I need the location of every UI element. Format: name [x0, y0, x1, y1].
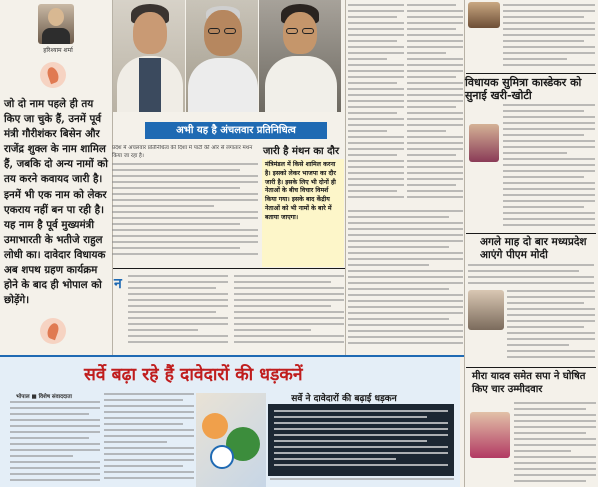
bottom-text-col-2 [104, 393, 194, 485]
photo-leader-1 [113, 0, 185, 112]
right-text-4 [507, 290, 595, 366]
right-text-5 [514, 402, 596, 486]
right-text-1 [503, 4, 595, 72]
bottom-sub-head: सर्वे ने दावेदारों की बढ़ाई धड़कन [291, 394, 397, 404]
lead-sub-head: जारी है मंथन का दौर [263, 146, 340, 157]
bottom-byline: भोपाल ■ विशेष संवाददाता [16, 394, 72, 400]
bottom-dark-panel [268, 404, 454, 476]
column-divider [345, 0, 346, 355]
story-text-col-b [407, 4, 463, 204]
lead-body-text [112, 145, 258, 263]
opening-quote-icon [40, 62, 66, 88]
author-portrait [38, 4, 74, 44]
right-thumb-2 [469, 124, 499, 162]
lead-kicker: अभी यह है अंचलवार प्रतिनिधित्व [145, 122, 327, 139]
lead-text-col-1 [128, 275, 228, 351]
author-body [42, 28, 70, 44]
photo-leader-3 [259, 0, 341, 112]
bottom-text-col-1 [10, 401, 100, 485]
bottom-headline: सर्वे बढ़ा रहे हैं दावेदारों की धड़कनें [84, 365, 303, 385]
right-text-3 [468, 264, 594, 288]
lead-body-start: प्रदेश में अंचलवार प्रतिनिधित्व की दिशा में पार्टी की ओर से लगातार मंथन किया जा रहा है। [112, 145, 253, 159]
right-text-2 [503, 104, 595, 232]
column-divider [464, 0, 465, 487]
author-name: हरिश्याम शर्मा [43, 47, 73, 54]
lead-highlight-box: मंत्रिमंडल में किसे शामिल करना है। इसको लेकर भाजपा का दौर जारी है। इसके लिए भी दोनों ही नेताओं के बीच विचार विमर्श किया गया। इसके बाद केंद्रीय नेताओं को भी नामों के बारे में बताया जाएगा। [262, 159, 344, 267]
section-rule [466, 73, 596, 74]
right-headline-3: मीरा यादव समेत सपा ने घोषित किए चार उम्मीदवार [472, 371, 586, 395]
lead-dropcap [114, 273, 122, 293]
band-rule [0, 355, 464, 357]
bottom-text-col-3 [270, 478, 454, 486]
section-rule [466, 233, 596, 234]
author-face [48, 8, 64, 26]
pull-quote: जो दो नाम पहले ही तय किए जा चुके हैं, उनमें पूर्व मंत्री गौरीशंकर बिसेन और राजेंद्र शुक्ल के नाम शामिल हैं, जबकि दो अन्य नामों को तय करने कवायद जारी है। इनमें भी एक नाम को लेकर एकराय नहीं बन पा रही है। यह नाम है पूर्व मुख्यमंत्री उमाभारती के भतीजे राहुल लोधी का। दावेदार विधायक अब शपथ ग्रहण कार्यक्रम होने के बाद ही भोपाल को छोड़ेंगे। [4, 98, 108, 307]
right-headline-2: अगले माह दो बार मध्यप्रदेश आएंगे पीएम मोदी [480, 236, 587, 261]
right-headline-1: विधायक सुमित्रा कास्डेकर को सुनाई खरी-खोटी [465, 76, 582, 102]
bottom-photo-collage [196, 393, 266, 487]
closing-quote-icon [40, 318, 66, 344]
dropcap-letter: न [114, 276, 122, 292]
story-text-col-c [348, 210, 463, 352]
section-rule [466, 367, 596, 368]
story-text-col-a [348, 4, 404, 204]
right-thumb-3 [468, 290, 504, 330]
photo-leader-2 [186, 0, 258, 112]
section-rule [113, 268, 345, 269]
bottom-dark-text [274, 410, 448, 472]
right-thumb-4 [470, 412, 510, 458]
right-thumb-1 [468, 2, 500, 28]
lead-text-col-2 [234, 275, 344, 351]
